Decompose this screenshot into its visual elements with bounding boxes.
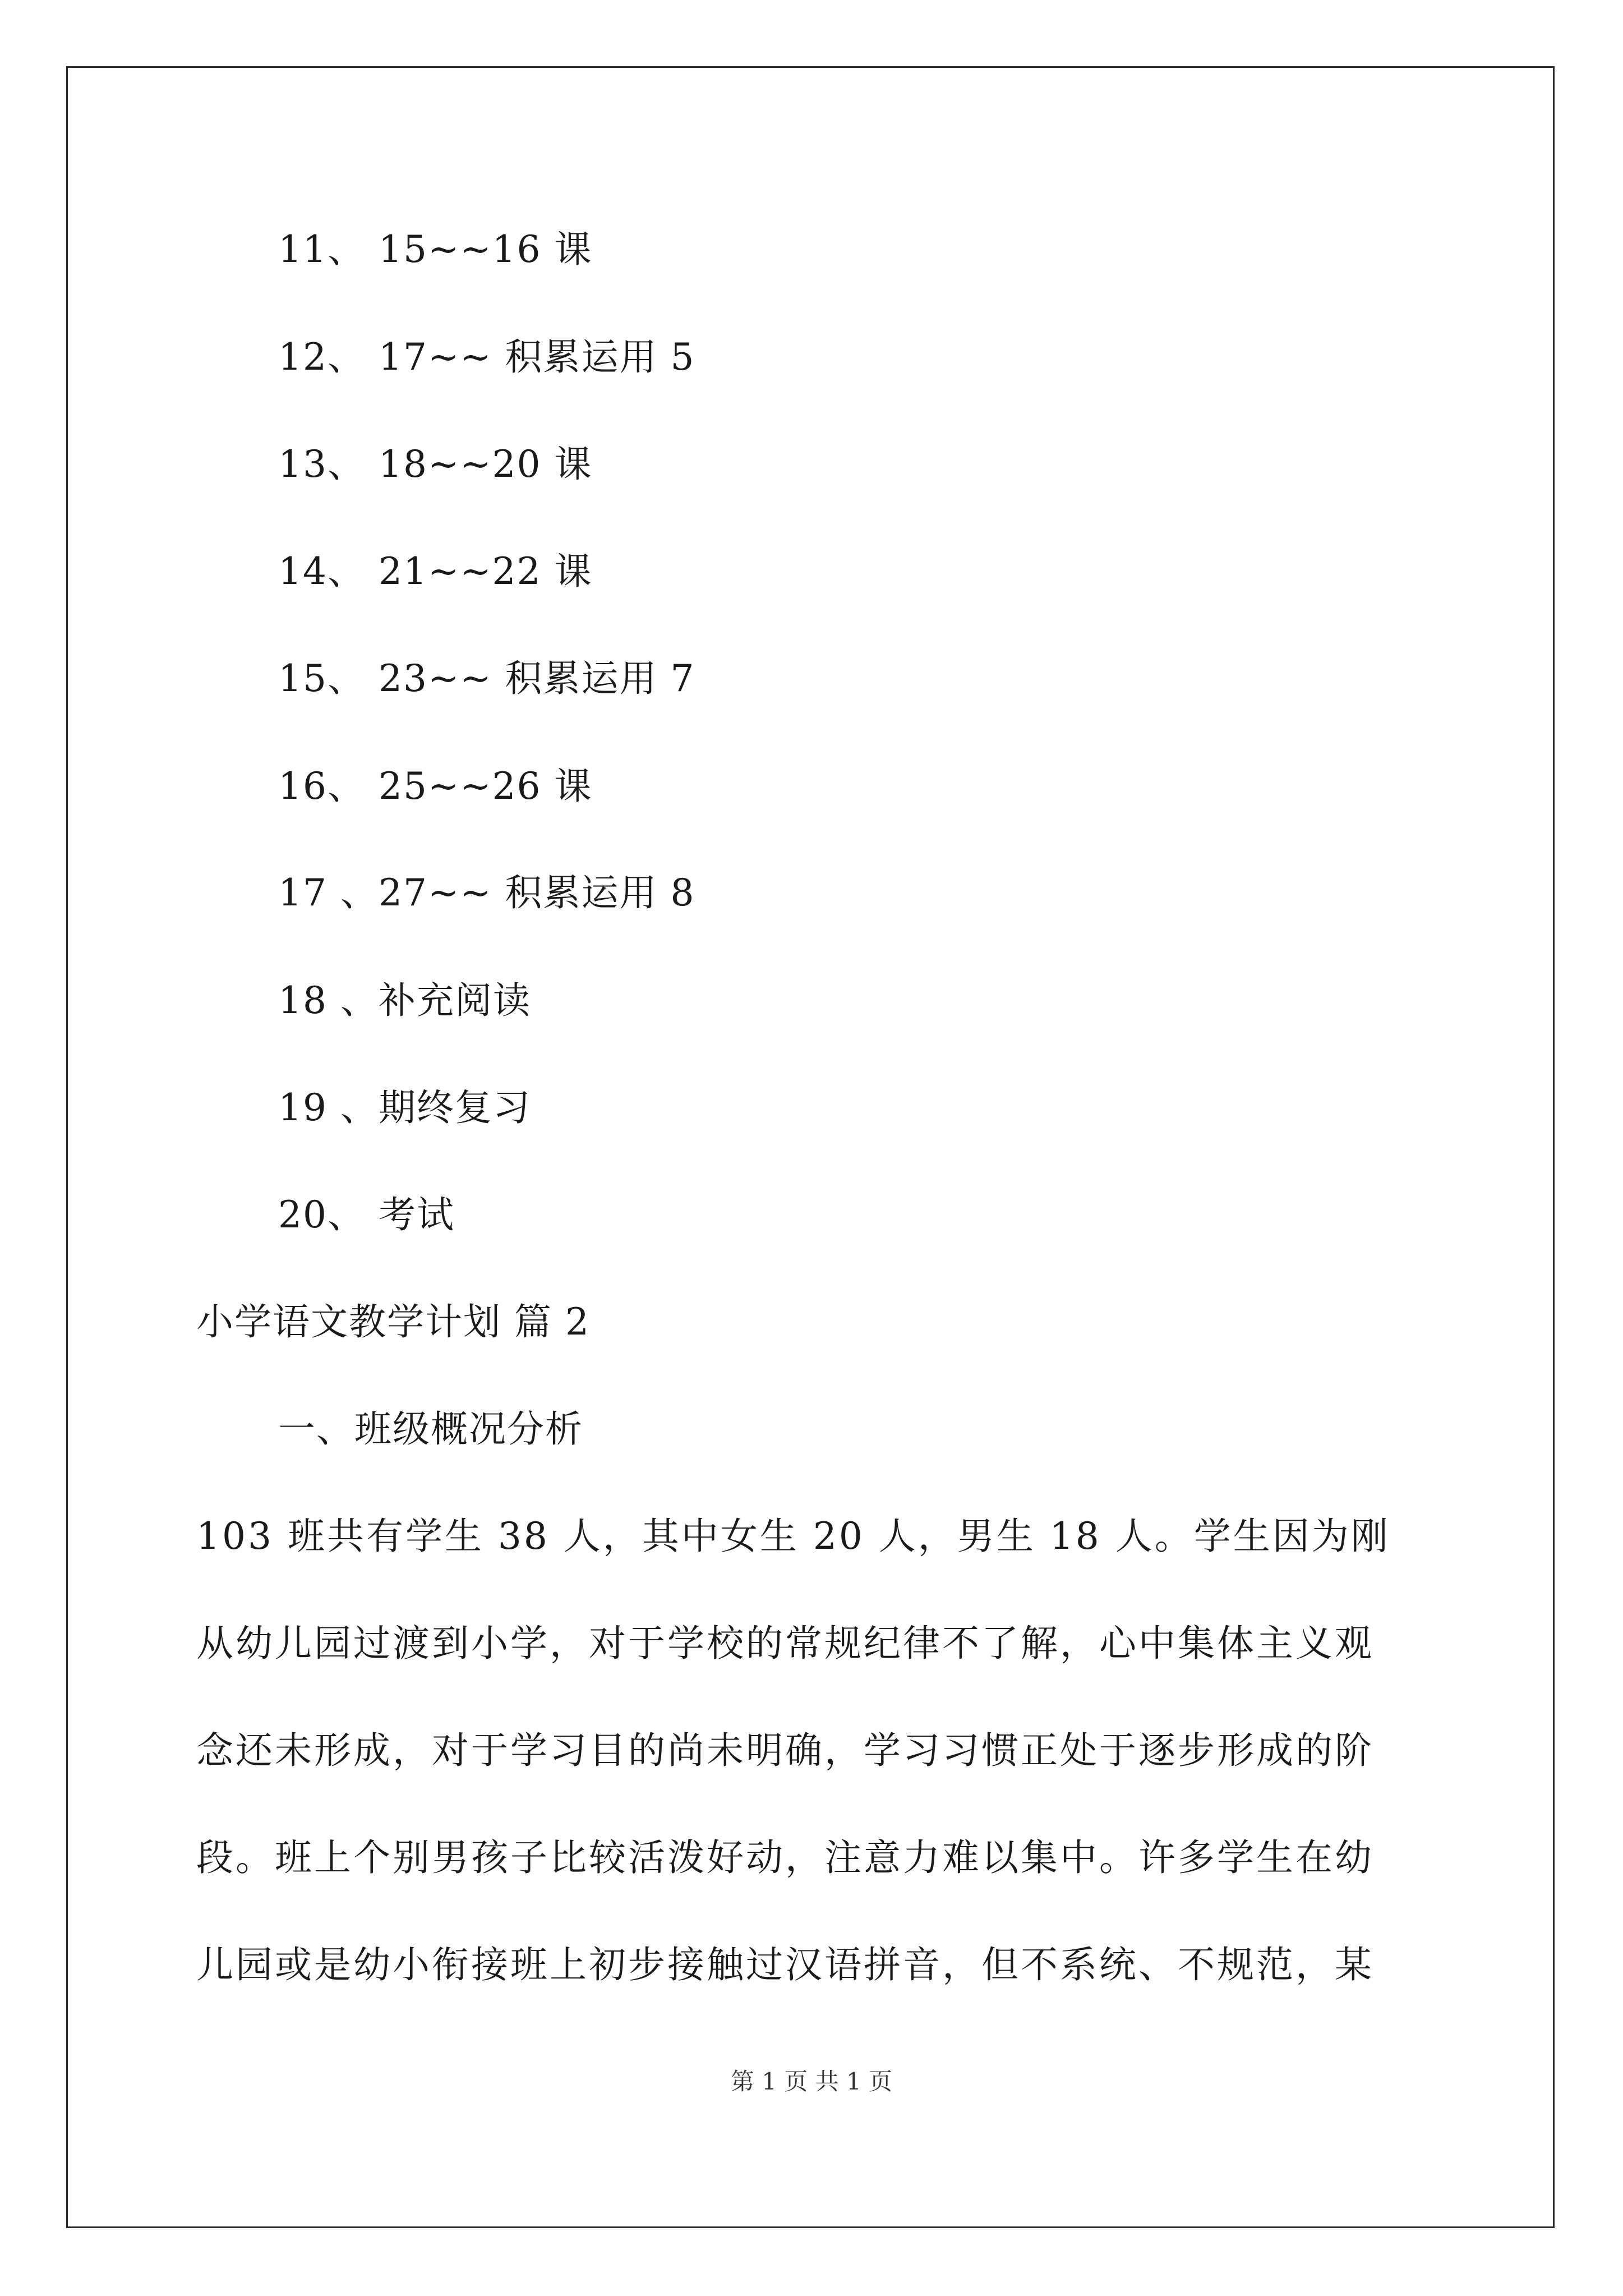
list-item: 20、 考试 — [278, 1193, 455, 1236]
list-item: 16、 25~~26 课 — [278, 765, 593, 808]
list-item: 13、 18~~20 课 — [278, 443, 593, 486]
page-footer: 第 1 页 共 1 页 — [730, 2068, 893, 2095]
section-title: 小学语文教学计划 篇 2 — [196, 1300, 590, 1343]
paragraph-line: 儿园或是幼小衔接班上初步接触过汉语拼音，但不系统、不规范，某 — [196, 1943, 1374, 1986]
list-item: 14、 21~~22 课 — [278, 550, 593, 593]
paragraph-line: 从幼儿园过渡到小学，对于学校的常规纪律不了解，心中集体主义观 — [196, 1622, 1374, 1665]
paragraph-line: 103 班共有学生 38 人，其中女生 20 人，男生 18 人。学生因为刚 — [196, 1515, 1390, 1558]
paragraph-line: 念还未形成，对于学习目的尚未明确，学习习惯正处于逐步形成的阶 — [196, 1729, 1374, 1772]
subsection-title: 一、班级概况分析 — [278, 1407, 583, 1451]
list-item: 18 、补充阅读 — [278, 979, 531, 1022]
list-item: 12、 17~~ 积累运用 5 — [278, 335, 695, 379]
list-item: 19 、期终复习 — [278, 1086, 531, 1129]
page-border — [66, 66, 1555, 2228]
list-item: 17 、27~~ 积累运用 8 — [278, 871, 695, 914]
list-item: 11、 15~~16 课 — [278, 228, 593, 271]
list-item: 15、 23~~ 积累运用 7 — [278, 657, 695, 700]
paragraph-line: 段。班上个别男孩子比较活泼好动，注意力难以集中。许多学生在幼 — [196, 1836, 1374, 1879]
